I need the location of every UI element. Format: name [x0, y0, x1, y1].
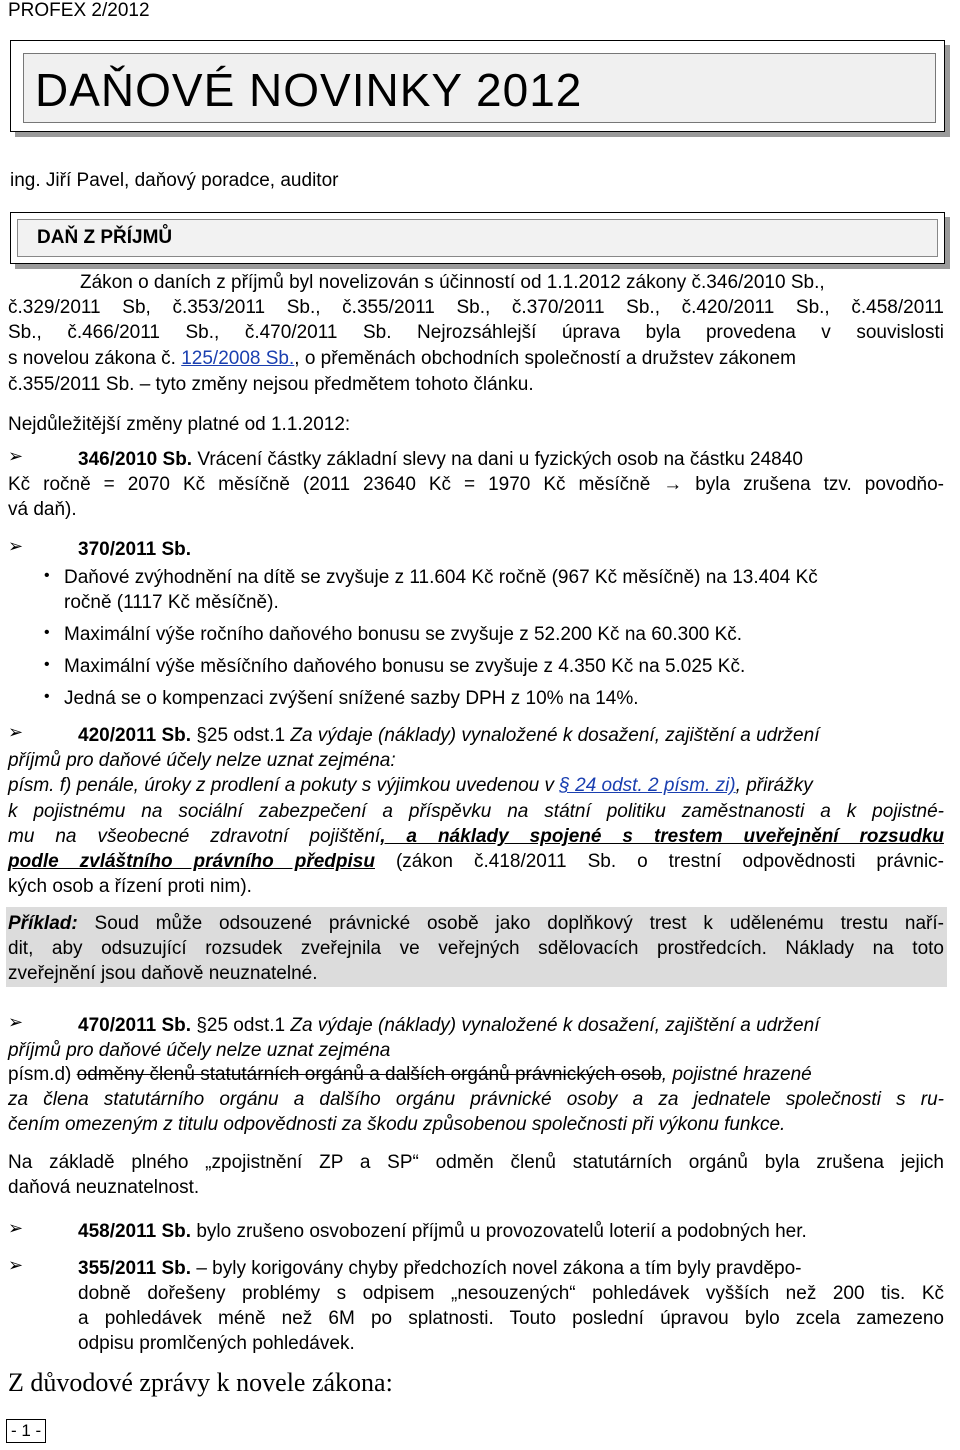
- arrow-bullet-icon: ➢: [8, 446, 24, 466]
- item-355-line-1: 355/2011 Sb. – byly korigovány chyby předchozích novel zákona a tím byly pravděpo-: [78, 1258, 802, 1279]
- example-line-3: zveřejnění jsou daňově neuznatelné.: [8, 963, 318, 984]
- section-box: [10, 212, 945, 264]
- running-header: PROFEX 2/2012: [8, 0, 150, 21]
- note-line-2: daňová neuznatelnost.: [8, 1177, 200, 1198]
- item-346-line-3: vá daň).: [8, 499, 77, 520]
- item-420-line-3: písm. f) penále, úroky z prodlení a pokuty s výjimkou uvedenou v § 24 odst. 2 písm. zi), přirážky: [8, 775, 813, 796]
- item-420-line-5: mu na všeobecné zdravotní pojištění, a náklady spojené s trestem uveřejnění rozsudku: [8, 826, 944, 847]
- item-420-line-1: 420/2011 Sb. §25 odst.1 Za výdaje (náklady) vynaložené k dosažení, zajištění a udržení: [78, 725, 820, 746]
- item-346-line-1: 346/2010 Sb. Vrácení částky základní slevy na dani u fyzických osob na částku 24840: [78, 449, 803, 470]
- arrow-bullet-icon: ➢: [8, 1218, 24, 1238]
- item-420-line-6: podle zvláštního právního předpisu (zákon č.418/2011 Sb. o trestní odpovědnosti právnic-: [8, 851, 944, 872]
- item-470-line-1: 470/2011 Sb. §25 odst.1 Za výdaje (náklady) vynaložené k dosažení, zajištění a udržení: [78, 1015, 820, 1036]
- item-370-head: 370/2011 Sb.: [78, 539, 192, 560]
- item-370-b1b: ročně (1117 Kč měsíčně).: [64, 592, 279, 613]
- example-line-1: Příklad: Soud může odsouzené právnické osobě jako doplňkový trest k udělenému trestu naří-: [8, 913, 944, 934]
- item-420-line-2: příjmů pro daňové účely nelze uznat zejména:: [8, 750, 396, 771]
- arrow-bullet-icon: ➢: [8, 1255, 24, 1275]
- intro-line-5: č.355/2011 Sb. – tyto změny nejsou předmětem tohoto článku.: [8, 374, 534, 395]
- item-470-line-2: příjmů pro daňové účely nelze uznat zejména: [8, 1040, 391, 1061]
- title-box: [10, 40, 945, 132]
- author-line: ing. Jiří Pavel, daňový poradce, auditor: [10, 170, 339, 191]
- intro-line-4: s novelou zákona č. 125/2008 Sb., o přeměnách obchodních společností a družstev zákonem: [8, 348, 796, 369]
- item-420-line-4: k pojistnému na sociální zabezpečení a příspěvku na státní politiku zaměstnanosti a k pojistné-: [8, 801, 944, 822]
- item-470-line-4: za člena statutárního orgánu a dalšího orgánu právnické osoby a za jednatele společnosti s ru-: [8, 1089, 944, 1110]
- dot-bullet-icon: •: [44, 624, 50, 641]
- item-370-b1a: Daňové zvýhodnění na dítě se zvyšuje z 11.604 Kč ročně (967 Kč měsíčně) na 13.404 Kč: [64, 567, 818, 588]
- law-link-24[interactable]: § 24 odst. 2 písm. zi): [559, 775, 736, 796]
- dot-bullet-icon: •: [44, 567, 50, 584]
- arrow-bullet-icon: ➢: [8, 536, 24, 556]
- note-line-1: Na základě plného „zpojistnění ZP a SP“ odměn členů statutárních orgánů byla zrušena jejich: [8, 1152, 944, 1173]
- item-355-line-3: a pohledávek méně než 6M po splatnosti. Touto poslední úpravou bylo zcela zamezeno: [78, 1308, 944, 1329]
- dot-bullet-icon: •: [44, 656, 50, 673]
- page-number: - 1 -: [6, 1419, 46, 1443]
- important-heading: Nejdůležitější změny platné od 1.1.2012:: [8, 414, 351, 435]
- intro-line-2: č.329/2011 Sb, č.353/2011 Sb., č.355/2011 Sb., č.370/2011 Sb., č.420/2011 Sb., č.458/2011: [8, 297, 944, 318]
- arrow-bullet-icon: ➢: [8, 722, 24, 742]
- dot-bullet-icon: •: [44, 688, 50, 705]
- item-370-b2: Maximální výše ročního daňového bonusu se zvyšuje z 52.200 Kč na 60.300 Kč.: [64, 624, 743, 645]
- item-420-line-7: kých osob a řízení proti nim).: [8, 876, 252, 897]
- item-355-line-2: dobně dořešeny problémy s odpisem „nesouzených“ pohledávek vyšších než 200 tis. Kč: [78, 1283, 944, 1304]
- page-title: DAŇOVÉ NOVINKY 2012: [35, 64, 583, 116]
- intro-line-3: Sb., č.466/2011 Sb., č.470/2011 Sb. Nejrozsáhlejší úprava byla provedena v souvislosti: [8, 322, 944, 343]
- item-370-b4: Jedná se o kompenzaci zvýšení snížené sazby DPH z 10% na 14%.: [64, 688, 639, 709]
- item-346-line-2: Kč ročně = 2070 Kč měsíčně (2011 23640 Kč = 1970 Kč měsíčně → byla zrušena tzv. povodňo-: [8, 474, 944, 495]
- item-470-line-5: čením omezeným z titulu odpovědnosti za škodu způsobenou společnosti při výkonu funkce.: [8, 1114, 786, 1135]
- item-370-b3: Maximální výše měsíčního daňového bonusu se zvyšuje z 4.350 Kč na 5.025 Kč.: [64, 656, 746, 677]
- intro-line-1: Zákon o daních z příjmů byl novelizován s účinností od 1.1.2012 zákony č.346/2010 Sb.,: [80, 272, 825, 293]
- item-470-line-3: písm.d) odměny členů statutárních orgánů a dalších orgánů právnických osob, pojistné hrazené: [8, 1064, 812, 1085]
- item-458-line: 458/2011 Sb. bylo zrušeno osvobození příjmů u provozovatelů loterií a podobných her.: [78, 1221, 807, 1242]
- footer-heading: Z důvodové zprávy k novele zákona:: [8, 1368, 393, 1397]
- law-link-125[interactable]: 125/2008 Sb.: [181, 348, 295, 369]
- section-title: DAŇ Z PŘÍJMŮ: [37, 227, 173, 248]
- arrow-bullet-icon: ➢: [8, 1012, 24, 1032]
- item-355-line-4: odpisu promlčených pohledávek.: [78, 1333, 355, 1354]
- example-line-2: dit, aby odsuzující rozsudek zveřejnila ve veřejných sdělovacích prostředcích. Náklady na toto: [8, 938, 944, 959]
